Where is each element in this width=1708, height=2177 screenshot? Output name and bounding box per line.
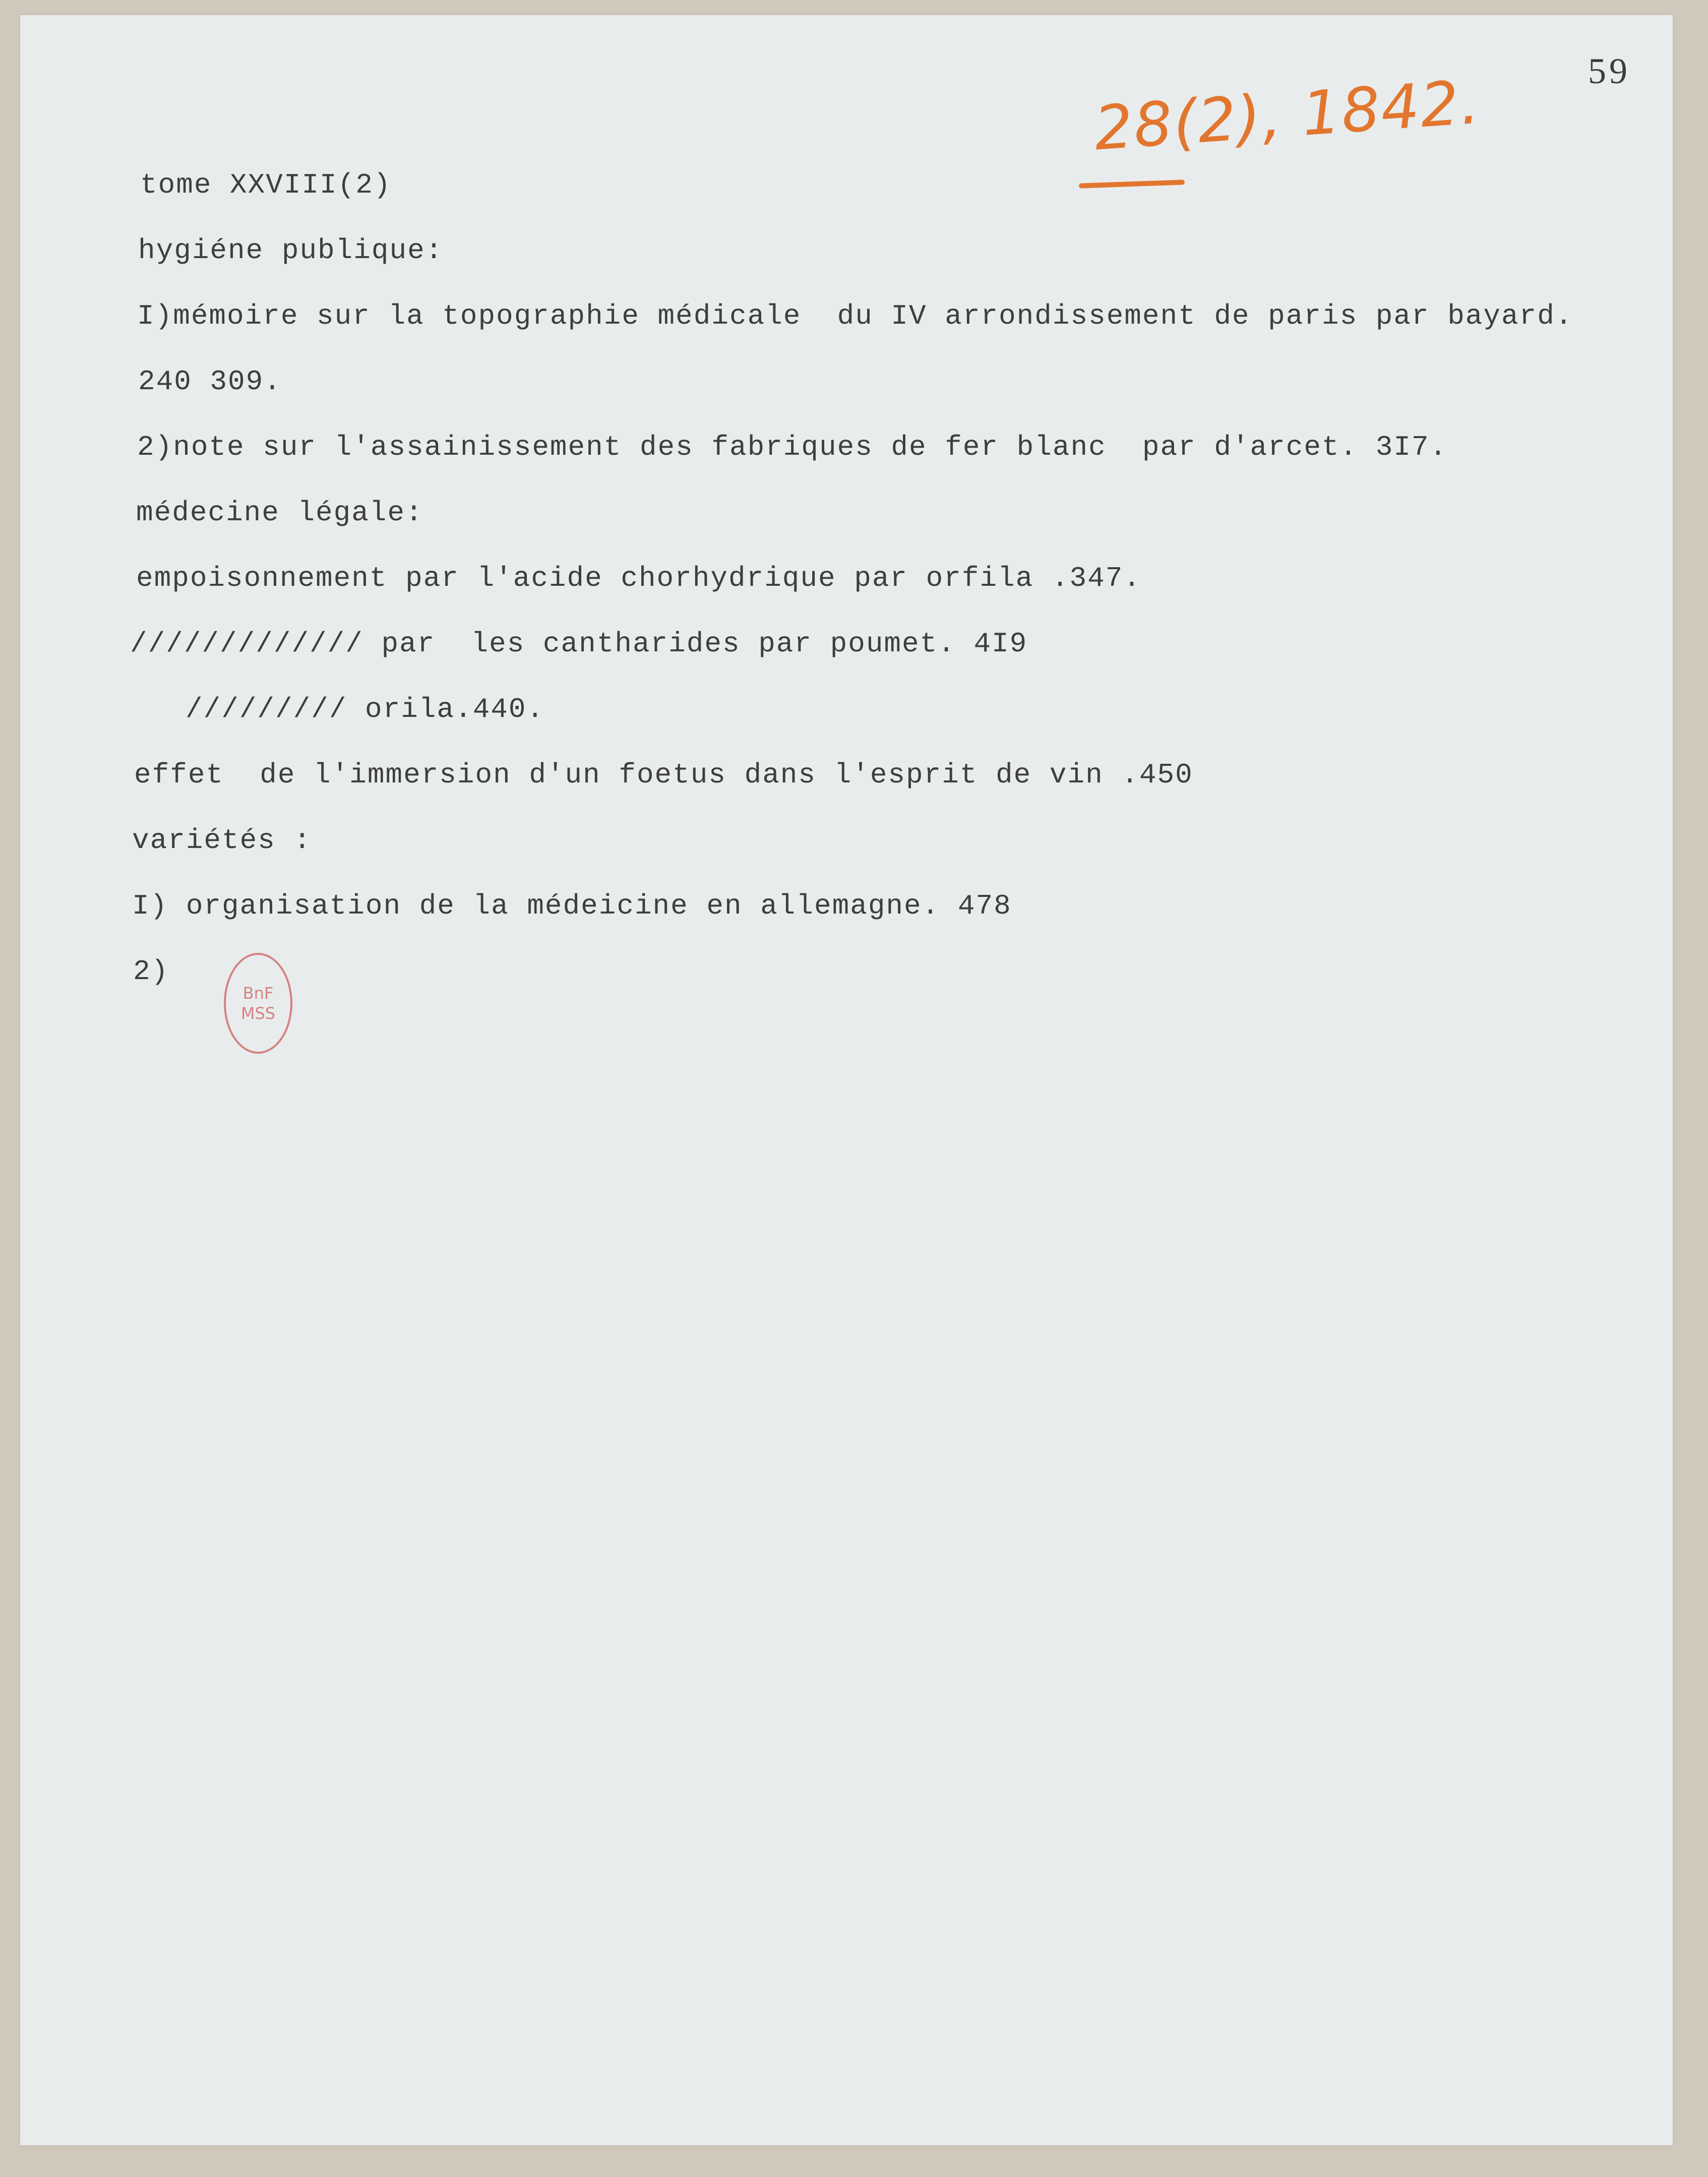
entry-line: ///////// orila.440. xyxy=(186,693,545,725)
section-heading-hygiene: hygiéne publique: xyxy=(138,234,444,267)
entry-line: 2)note sur l'assainissement des fabriques de fer blanc par d'arcet. 3I7. xyxy=(137,431,1448,463)
section-heading-medecine: médecine légale: xyxy=(136,497,423,529)
entry-line: empoisonnement par l'acide chorhydrique par orfila .347. xyxy=(136,562,1141,594)
stamp-text: BnF xyxy=(242,984,274,1003)
entry-line: 240 309. xyxy=(138,366,282,398)
stamp-text: MSS xyxy=(240,1004,276,1023)
section-heading-varietes: variétés : xyxy=(132,824,312,857)
entry-line: effet de l'immersion d'un foetus dans l'esprit de vin .450 xyxy=(134,759,1193,791)
document-page xyxy=(20,15,1673,2145)
entry-line: I)mémoire sur la topographie médicale du IV arrondissement de paris par bayard. xyxy=(137,300,1573,332)
annotation-underline xyxy=(1079,179,1185,188)
library-stamp xyxy=(224,953,292,1054)
entry-line: ///////////// par les cantharides par poumet. 4I9 xyxy=(130,628,1028,660)
entry-line: 2) xyxy=(133,955,169,988)
volume-title: tome XXVIII(2) xyxy=(140,169,392,201)
page-number: 59 xyxy=(1588,51,1630,91)
handwritten-annotation: 28(2), 1842. xyxy=(1092,67,1483,164)
entry-line: I) organisation de la médeicine en allemagne. 478 xyxy=(132,890,1012,922)
